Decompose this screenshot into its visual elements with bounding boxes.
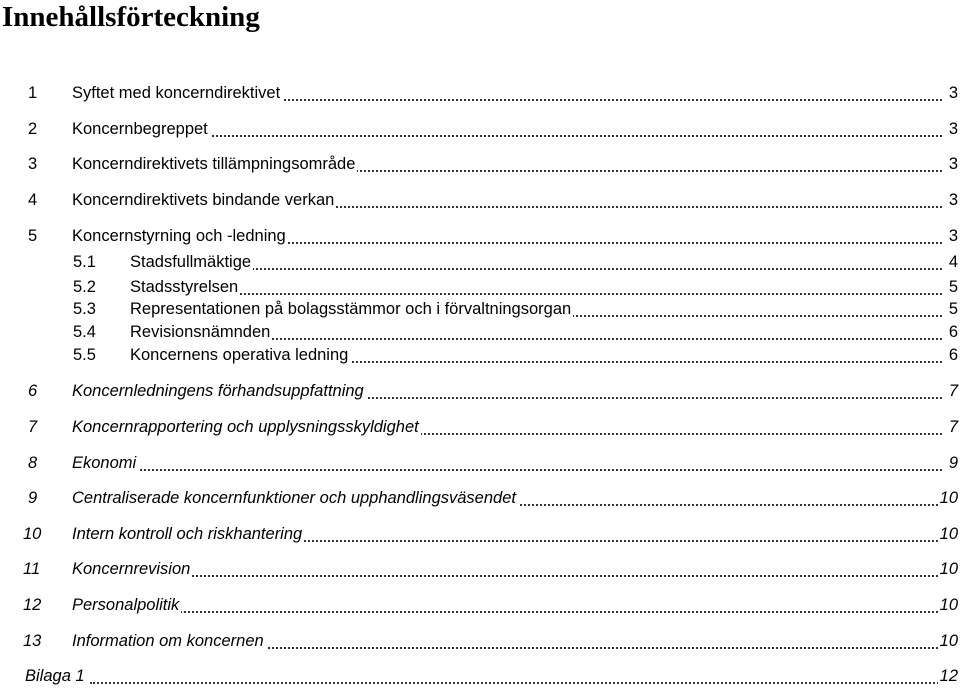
dot-leader <box>180 609 942 613</box>
toc-entry-text: Stadsstyrelsen <box>130 278 239 296</box>
dot-leader <box>300 168 942 172</box>
toc-entry-text: Koncerndirektivets tillämpningsområde <box>72 155 356 173</box>
toc-entry-text: Koncernstyrning och -ledning <box>72 227 286 245</box>
toc-entry[interactable] <box>0 298 960 320</box>
toc-title: Innehållsförteckning <box>2 1 260 33</box>
toc-entry[interactable] <box>0 665 960 687</box>
toc-entry-text: Revisionsnämnden <box>130 323 271 341</box>
toc-entry-page: 7 <box>948 382 958 400</box>
toc-entry-number: 5.3 <box>73 300 96 318</box>
toc-entry[interactable] <box>0 380 960 402</box>
dot-leader <box>120 467 942 471</box>
toc-entry-text: Koncernens operativa ledning <box>130 346 349 364</box>
toc-entry-number: 11 <box>23 560 41 578</box>
toc-entry[interactable] <box>0 321 960 343</box>
toc-entry-page: 10 <box>939 489 958 507</box>
toc-entry-number: 9 <box>28 489 38 507</box>
dot-leader <box>180 573 942 577</box>
toc-entry-number: 12 <box>23 596 42 614</box>
toc-entry-text: Koncernrapportering och upplysningsskyldighet <box>72 418 419 436</box>
toc-entry-number: 5.1 <box>73 253 96 271</box>
toc-entry-page: 10 <box>939 596 958 614</box>
dot-leader <box>320 395 942 399</box>
toc-entry-page: 10 <box>939 560 958 578</box>
toc-entry[interactable] <box>0 523 960 545</box>
dot-leader <box>240 266 942 270</box>
toc-entry[interactable] <box>0 558 960 580</box>
toc-entry[interactable] <box>0 276 960 298</box>
toc-entry-number: 5.2 <box>73 278 96 296</box>
toc-entry-page: 4 <box>948 253 958 271</box>
toc-entry[interactable] <box>0 452 960 474</box>
dot-leader <box>240 336 942 340</box>
toc-entry-text: Koncernrevision <box>72 560 191 578</box>
toc-entry-number: 1 <box>28 84 38 102</box>
toc-entry-number: 10 <box>23 525 42 543</box>
toc-entry-page: 6 <box>948 323 958 341</box>
toc-entry-text: Centraliserade koncernfunktioner och upphandlingsväsendet <box>72 489 516 507</box>
dot-leader <box>260 240 942 244</box>
toc-entry[interactable] <box>0 189 960 211</box>
toc-entry[interactable] <box>0 82 960 104</box>
toc-entry-number: 8 <box>28 454 38 472</box>
toc-entry-text: Stadsfullmäktige <box>130 253 252 271</box>
toc-entry-page: 3 <box>948 120 958 138</box>
dot-leader <box>300 204 942 208</box>
toc-entry-text: Koncernledningens förhandsuppfattning <box>72 382 364 400</box>
toc-entry[interactable] <box>0 251 960 273</box>
toc-entry[interactable] <box>0 487 960 509</box>
toc-entry-page: 5 <box>948 278 958 296</box>
dot-leader <box>240 291 942 295</box>
toc-entry-text: Bilaga 1 <box>25 667 85 685</box>
toc-entry-number: 4 <box>28 191 38 209</box>
dot-leader <box>90 680 942 684</box>
toc-entry-text: Koncerndirektivets bindande verkan <box>72 191 335 209</box>
toc-entry-page: 12 <box>939 667 958 685</box>
toc-entry[interactable] <box>0 344 960 366</box>
toc-entry[interactable] <box>0 118 960 140</box>
toc-entry-page: 3 <box>948 155 958 173</box>
toc-entry-number: 5.4 <box>73 323 96 341</box>
toc-entry-page: 6 <box>948 346 958 364</box>
toc-entry-number: 5.5 <box>73 346 96 364</box>
toc-entry-number: 2 <box>28 120 38 138</box>
dot-leader <box>300 359 942 363</box>
toc-entry-text: Intern kontroll och riskhantering <box>72 525 303 543</box>
toc-entry[interactable] <box>0 153 960 175</box>
toc-entry-page: 7 <box>948 418 958 436</box>
dot-leader <box>400 431 942 435</box>
toc-entry-page: 10 <box>939 525 958 543</box>
toc-entry-number: 7 <box>28 418 38 436</box>
toc-entry-text: Koncernbegreppet <box>72 120 208 138</box>
toc-entry-page: 3 <box>948 191 958 209</box>
toc-entry[interactable] <box>0 225 960 247</box>
toc-entry-number: 3 <box>28 155 38 173</box>
toc-entry[interactable] <box>0 594 960 616</box>
dot-leader <box>240 97 942 101</box>
toc-entry-page: 3 <box>948 227 958 245</box>
toc-entry-page: 5 <box>948 300 958 318</box>
toc-entry-number: 5 <box>28 227 38 245</box>
dot-leader <box>500 502 942 506</box>
toc-entry-page: 10 <box>939 632 958 650</box>
toc-entry-text: Personalpolitik <box>72 596 180 614</box>
toc-entry-number: 6 <box>28 382 38 400</box>
toc-entry-text: Syftet med koncerndirektivet <box>72 84 281 102</box>
toc-entry[interactable] <box>0 416 960 438</box>
toc-entry-text: Representationen på bolagsstämmor och i förvaltningsorgan <box>130 300 572 318</box>
toc-entry-text: Ekonomi <box>72 454 137 472</box>
dot-leader <box>260 645 942 649</box>
toc-entry-page: 3 <box>948 84 958 102</box>
dot-leader <box>200 133 942 137</box>
toc-entry-number: 13 <box>23 632 42 650</box>
toc-entry-page: 9 <box>948 454 958 472</box>
toc-entry-text: Information om koncernen <box>72 632 264 650</box>
toc-entry[interactable] <box>0 630 960 652</box>
dot-leader <box>300 538 942 542</box>
